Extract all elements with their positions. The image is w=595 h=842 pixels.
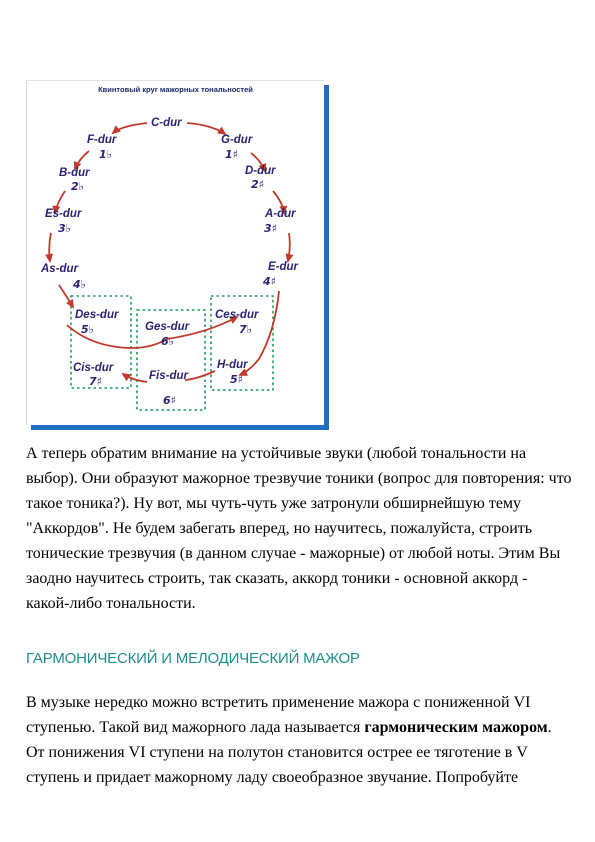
key-e-dur — [262, 261, 299, 288]
paragraph-harmonic-major — [26, 690, 574, 790]
svg-text:H-dur: H-dur — [217, 359, 248, 371]
svg-text:G-dur: G-dur — [221, 134, 253, 146]
svg-text:6♯: 6♯ — [163, 394, 176, 407]
svg-text:Es-dur: Es-dur — [45, 208, 82, 220]
svg-text:4♯: 4♯ — [263, 275, 276, 288]
key-a-dur — [264, 208, 296, 235]
arrow-fis-cis — [123, 374, 147, 382]
svg-text:6♭: 6♭ — [161, 335, 174, 348]
svg-text:1♯: 1♯ — [225, 148, 238, 161]
svg-text:4♭: 4♭ — [73, 278, 86, 291]
svg-text:C-dur: C-dur — [151, 117, 182, 129]
svg-text:7♭: 7♭ — [239, 323, 252, 336]
svg-text:Ges-dur: Ges-dur — [145, 321, 190, 333]
svg-text:5♯: 5♯ — [230, 373, 243, 386]
key-es-dur — [45, 208, 82, 235]
key-d-dur — [245, 165, 276, 191]
key-ges-dur — [145, 321, 190, 348]
circle-of-fifths-diagram — [27, 81, 324, 425]
key-fis-dur — [149, 370, 188, 407]
svg-text:3♯: 3♯ — [264, 222, 277, 235]
svg-text:B-dur: B-dur — [59, 167, 90, 179]
key-ces-dur — [215, 309, 259, 336]
svg-text:Fis-dur: Fis-dur — [149, 370, 188, 382]
svg-text:D-dur: D-dur — [245, 165, 276, 177]
svg-text:As-dur: As-dur — [41, 263, 79, 275]
svg-text:7♯: 7♯ — [89, 375, 102, 388]
svg-text:2♯: 2♯ — [251, 178, 264, 191]
section-heading: ГАРМОНИЧЕСКИЙ И МЕЛОДИЧЕСКИЙ МАЖОР — [26, 650, 360, 667]
svg-text:A-dur: A-dur — [265, 208, 296, 220]
arrow-c-f — [113, 123, 147, 133]
arrow-c-g — [187, 123, 225, 134]
paragraph-text-before: В музыке нередко можно встретить применение мажора с пониженной VI ступенью. Такой вид мажорного лада называется — [26, 694, 531, 736]
paragraph-tonic-triad: А теперь обратим внимание на устойчивые звуки (любой тональности на выбор). Они образуют мажорное трезвучие тоники (вопрос для повторения: что такое тоника?). Ну вот, мы чуть-чуть уже затронули обширнейшую тему "Аккордов". Не будем забегать вперед, но научитесь, пожалуйста, строить тонические трезвучия (в данном случае - мажорные) от любой ноты. Этим Вы заодно научитесь строить, так сказать, аккорд тоники - основной аккорд - какой-либо тональности. — [26, 445, 572, 612]
arrow-a-e — [288, 233, 290, 261]
key-as-dur — [40, 263, 86, 291]
harmonic-major-term: гармоническим мажором — [364, 719, 548, 736]
svg-text:Cis-dur: Cis-dur — [73, 362, 114, 374]
svg-text:1♭: 1♭ — [99, 148, 112, 161]
svg-text:2♭: 2♭ — [71, 180, 84, 193]
arrow-es-as — [49, 233, 51, 261]
circle-of-fifths-figure — [26, 80, 324, 425]
svg-text:5♭: 5♭ — [81, 323, 94, 336]
key-f-dur — [87, 134, 117, 161]
svg-text:Ces-dur: Ces-dur — [215, 309, 259, 321]
svg-text:E-dur: E-dur — [268, 261, 299, 273]
figure-title: Квинтовый круг мажорных тональностей — [98, 85, 253, 94]
key-cis-dur — [73, 362, 114, 388]
key-c-dur — [151, 117, 182, 129]
svg-text:3♭: 3♭ — [58, 222, 71, 235]
paragraph-text-after: . От понижения VI ступени на полутон становится острее ее тяготение в V ступень и придает мажорному ладу своеобразное звучание. Попробуйте — [26, 719, 552, 786]
key-g-dur — [221, 134, 253, 161]
svg-text:Des-dur: Des-dur — [75, 309, 119, 321]
key-b-dur — [59, 167, 90, 193]
key-des-dur — [75, 309, 119, 336]
svg-text:F-dur: F-dur — [87, 134, 117, 146]
